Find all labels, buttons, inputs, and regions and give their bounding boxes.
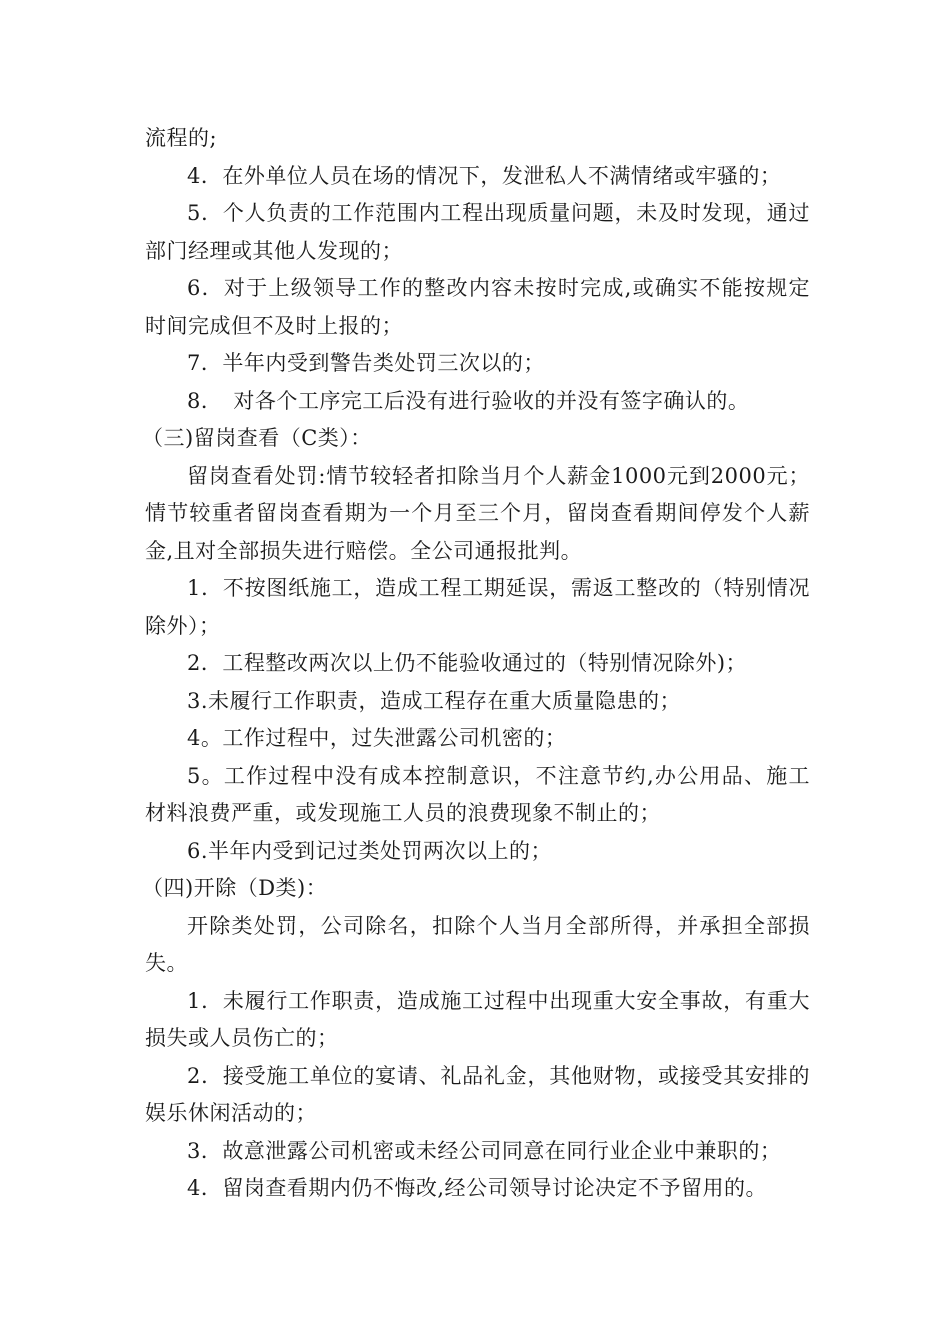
list-item: 5．个人负责的工作范围内工程出现质量问题，未及时发现，通过部门经理或其他人发现的； (145, 201, 810, 263)
list-item: 7．半年内受到警告类处罚三次以的； (187, 351, 545, 375)
list-item: 1．未履行工作职责，造成施工过程中出现重大安全事故，有重大损失或人员伤亡的； (145, 988, 810, 1050)
paragraph-continuation: 流程的; (145, 126, 218, 150)
section-heading-d: （四)开除（D类)： (142, 876, 328, 900)
list-item: 6．对于上级领导工作的整改内容未按时完成,或确实不能按规定时间完成但不及时上报的； (145, 276, 810, 338)
list-item: 8． 对各个工序完工后没有进行验收的并没有签字确认的。 (187, 388, 750, 413)
document-body (142, 120, 810, 1208)
list-item: 6.半年内受到记过类处罚两次以上的； (187, 838, 553, 863)
list-item: 4．在外单位人员在场的情况下，发泄私人不满情绪或牢骚的； (187, 163, 782, 188)
list-item: 5。工作过程中没有成本控制意识，不注意节约,办公用品、施工材料浪费严重，或发现施工人员的浪费现象不制止的； (145, 763, 810, 825)
section-heading-c: （三)留岗查看（C类）： (142, 426, 372, 450)
list-item: 2．接受施工单位的宴请、礼品礼金，其他财物，或接受其安排的娱乐休闲活动的； (145, 1063, 810, 1125)
list-item: 4．留岗查看期内仍不悔改,经公司领导讨论决定不予留用的。 (187, 1176, 768, 1200)
list-item: 3.未履行工作职责，造成工程存在重大质量隐患的； (187, 688, 682, 713)
list-item: 4。工作过程中，过失泄露公司机密的； (187, 726, 567, 750)
list-item: 2．工程整改两次以上仍不能验收通过的（特别情况除外)； (187, 651, 748, 675)
list-item: 3．故意泄露公司机密或未经公司同意在同行业企业中兼职的； (187, 1138, 782, 1163)
list-item: 1．不按图纸施工，造成工程工期延误，需返工整改的（特别情况除外）； (145, 576, 810, 638)
section-description: 留岗查看处罚:情节较轻者扣除当月个人薪金1000元到2000元；情节较重者留岗查看期为一个月至三个月，留岗查看期间停发个人薪金,且对全部损失进行赔偿。全公司通报批判。 (145, 463, 810, 563)
section-description: 开除类处罚，公司除名，扣除个人当月全部所得，并承担全部损失。 (145, 913, 810, 975)
